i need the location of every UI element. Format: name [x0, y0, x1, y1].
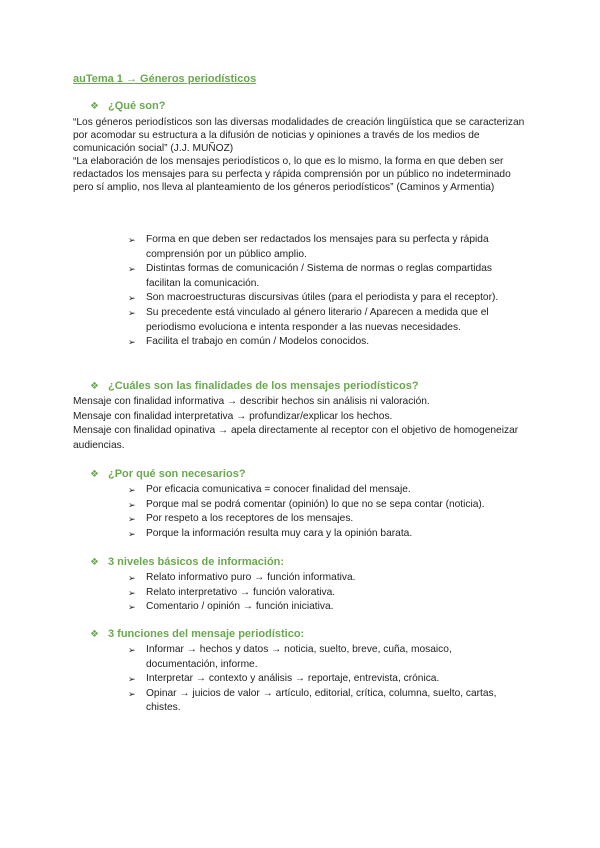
list-item: [128, 600, 528, 615]
diamond-bullet-icon: ❖: [90, 381, 99, 392]
arrow-bullet-icon: ➢: [128, 514, 136, 525]
section-heading-necesarios: [90, 468, 246, 480]
list-item: [128, 291, 523, 306]
list-item: [128, 643, 508, 672]
diamond-bullet-icon: ❖: [90, 629, 99, 640]
arrow-bullet-icon: ➢: [128, 528, 136, 539]
quote-block: [73, 116, 528, 194]
list-item-text: Su precedente está vinculado al género literario / Aparecen a medida que el periodismo evoluciona e intenta responder a las nuevas necesidades.: [146, 306, 489, 333]
finalidad-interpretativa: Mensaje con finalidad interpretativa → profundizar/explicar los hechos.: [73, 410, 393, 422]
list-item: [128, 672, 508, 687]
diamond-bullet-icon: ❖: [90, 101, 99, 112]
list-item-text: Facilita el trabajo en común / Modelos conocidos.: [146, 336, 370, 348]
list-item-text: Forma en que deben ser redactados los mensajes para su perfecta y rápida comprensión por un público amplio.: [146, 234, 489, 260]
finalidad-informativa: Mensaje con finalidad informativa → describir hechos sin análisis ni valoración.: [73, 396, 430, 407]
arrow-bullet-icon: ➢: [128, 337, 136, 348]
arrow-bullet-icon: ➢: [128, 674, 136, 685]
list-item: [128, 586, 528, 601]
bullet-list-funciones: [128, 643, 508, 716]
list-item-text: Opinar → juicios de valor → artículo, editorial, crítica, columna, suelto, cartas, chistes.: [146, 687, 497, 714]
list-item: [128, 571, 528, 586]
bullet-list-que-son: [128, 233, 523, 350]
document-title: auTema 1 → Géneros periodísticos: [73, 73, 257, 85]
list-item-text: Comentario / opinión → función iniciativa.: [146, 601, 334, 613]
section-heading-funciones: [90, 628, 304, 640]
finalidad-opinativa: Mensaje con finalidad opinativa → apela directamente al receptor con el objetivo de homogeneizar audiencias.: [73, 425, 519, 451]
section-heading-text: ¿Por qué son necesarios?: [108, 468, 246, 480]
list-item: [128, 512, 528, 527]
list-item-text: Porque la información resulta muy cara y la opinión barata.: [146, 527, 413, 539]
arrow-bullet-icon: ➢: [128, 307, 136, 318]
finalidades-block: [73, 395, 528, 453]
list-item-text: Por eficacia comunicativa = conocer finalidad del mensaje.: [146, 484, 411, 495]
section-heading-text: 3 niveles básicos de información:: [108, 556, 285, 568]
quote-caminos-armentia: “La elaboración de los mensajes periodísticos o, lo que es lo mismo, la forma en que deben ser redactados los mensajes para su perfecta y rápida comprensión por un público no indeterminado pero sí amplio, nos lleva al planteamiento de los géneros periodísticos” (Caminos y Armentia): [73, 156, 511, 193]
section-heading-text: ¿Cuáles son las finalidades de los mensajes periodísticos?: [108, 380, 419, 392]
arrow-bullet-icon: ➢: [128, 602, 136, 613]
list-item-text: Relato informativo puro → función informativa.: [146, 572, 356, 583]
arrow-bullet-icon: ➢: [128, 688, 136, 699]
list-item: [128, 687, 508, 716]
list-item-text: Informar → hechos y datos → noticia, suelto, breve, cuña, mosaico, documentación, informe.: [146, 644, 452, 670]
arrow-bullet-icon: ➢: [128, 573, 136, 583]
list-item: [128, 483, 528, 498]
list-item-text: Relato interpretativo → función valorativa.: [146, 586, 336, 598]
arrow-bullet-icon: ➢: [128, 235, 136, 245]
list-item-text: Por respeto a los receptores de los mensajes.: [146, 513, 354, 525]
section-heading-text: 3 funciones del mensaje periodístico:: [108, 628, 305, 640]
list-item-text: Porque mal se podrá comentar (opinión) lo que no se sepa contar (noticia).: [146, 498, 485, 510]
list-item-text: Son macroestructuras discursivas útiles (para el periodista y para el receptor).: [146, 292, 499, 304]
arrow-bullet-icon: ➢: [128, 499, 136, 510]
quote-munoz: “Los géneros periodísticos son las diversas modalidades de creación lingüística que se caracterizan por acomodar su estructura a la difusión de noticias y opiniones a través de los medios de comunicación social” (J.J. MUÑOZ): [73, 117, 525, 154]
diamond-bullet-icon: ❖: [90, 557, 99, 568]
arrow-bullet-icon: ➢: [128, 293, 136, 304]
arrow-bullet-icon: ➢: [128, 587, 136, 598]
section-heading-finalidades: [90, 380, 419, 392]
bullet-list-niveles: [128, 571, 528, 615]
bullet-list-necesarios: [128, 483, 528, 541]
list-item: [128, 233, 523, 262]
list-item: [128, 527, 528, 542]
list-item: [128, 306, 523, 335]
arrow-bullet-icon: ➢: [128, 485, 136, 495]
section-heading-text: ¿Qué son?: [108, 100, 166, 112]
arrow-bullet-icon: ➢: [128, 264, 136, 275]
list-item: [128, 498, 528, 513]
section-heading-niveles: [90, 556, 284, 568]
list-item-text: Interpretar → contexto y análisis → reportaje, entrevista, crónica.: [146, 673, 440, 685]
list-item: [128, 262, 523, 291]
list-item: [128, 335, 523, 350]
list-item-text: Distintas formas de comunicación / Sistema de normas o reglas compartidas facilitan la comunicación.: [146, 263, 492, 289]
section-heading-que-son: [90, 100, 165, 112]
arrow-bullet-icon: ➢: [128, 645, 136, 655]
diamond-bullet-icon: ❖: [90, 469, 99, 480]
